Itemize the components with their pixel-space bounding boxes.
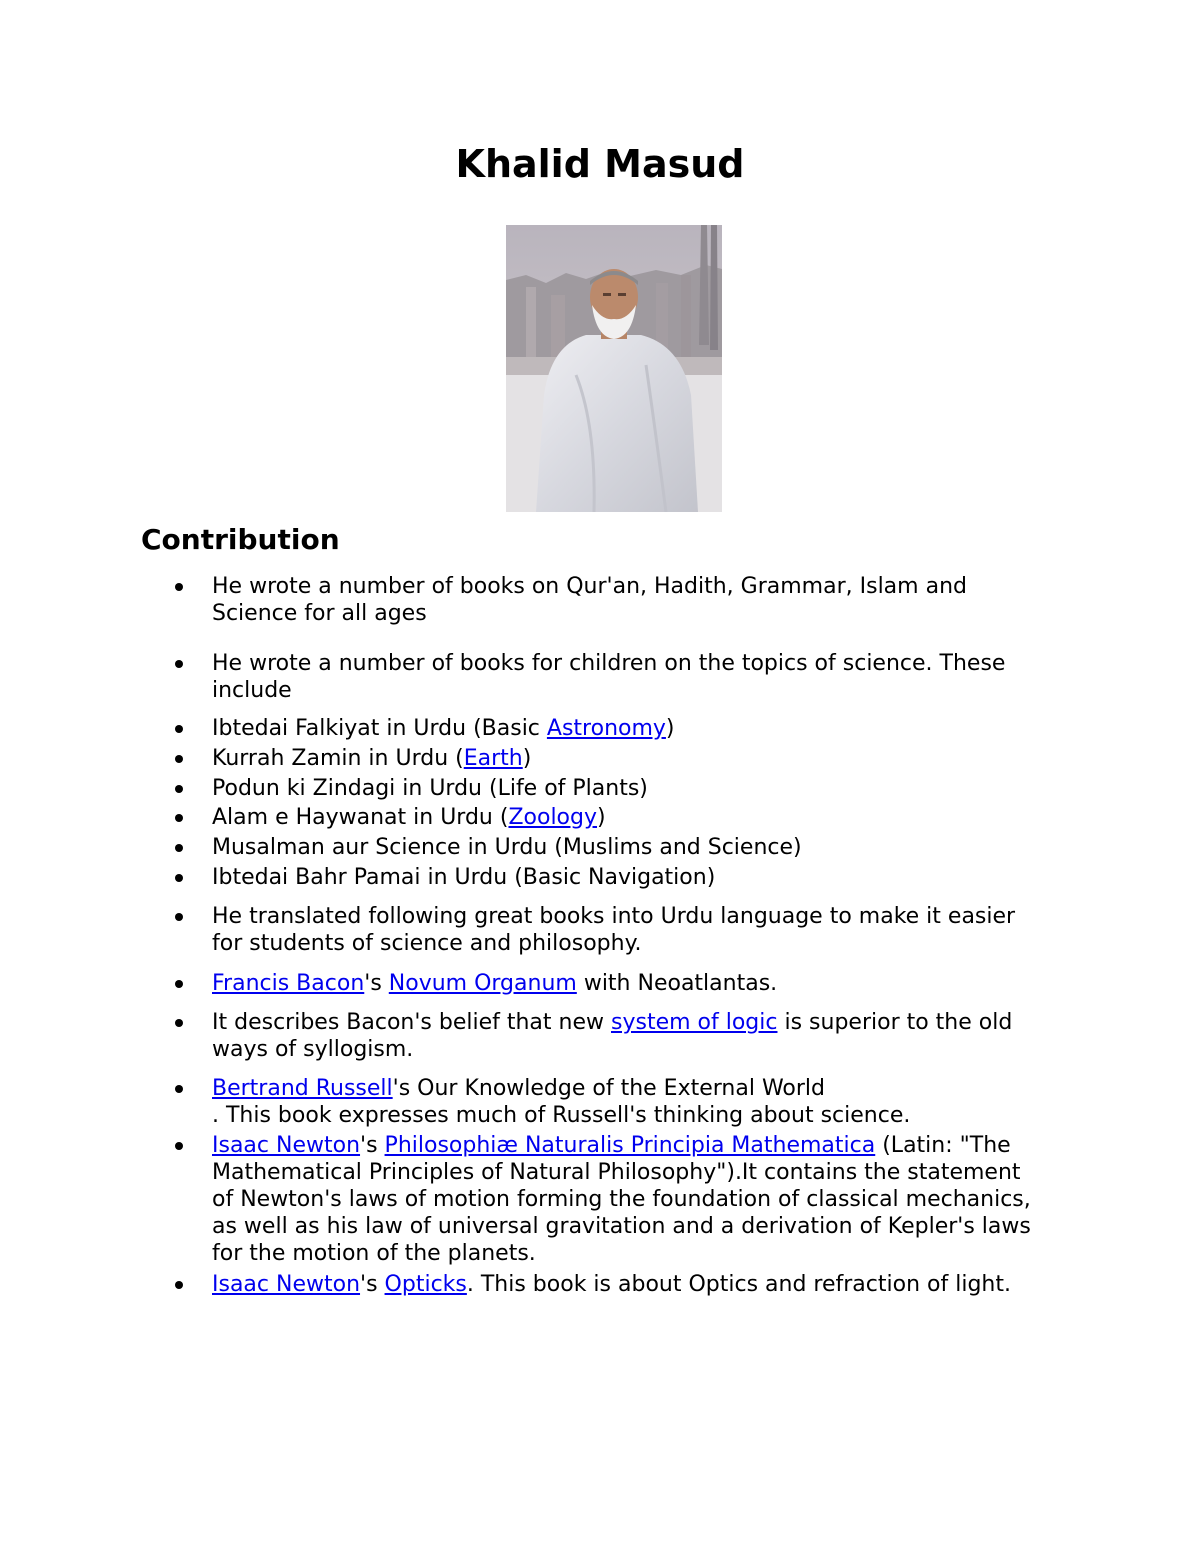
item-text: is superior to the old ways of syllogism. <box>212 1010 1013 1062</box>
list-item <box>212 804 1042 831</box>
list-item <box>212 903 1042 957</box>
portrait-photo <box>506 225 722 512</box>
item-text: Alam e Haywanat in Urdu ( <box>212 805 509 830</box>
list-item <box>212 970 1042 997</box>
item-text: . This book is about Optics and refraction of light. <box>466 1272 1011 1297</box>
page-title: Khalid Masud <box>455 142 745 186</box>
item-text: 's Our Knowledge of the External World <box>392 1076 825 1101</box>
item-text: 's <box>364 971 389 996</box>
link-bertrand-russell[interactable]: Bertrand Russell <box>212 1076 393 1101</box>
item-text: with Neoatlantas. <box>576 971 778 996</box>
link-opticks[interactable]: Opticks <box>384 1272 467 1297</box>
list-item <box>212 745 1042 772</box>
list-item <box>212 715 1042 742</box>
item-text: Musalman aur Science in Urdu (Muslims and Science) <box>212 835 802 860</box>
portrait-image <box>506 225 722 512</box>
item-text: He wrote a number of books on Qur'an, Hadith, Grammar, Islam and Science for all ages <box>212 574 967 626</box>
list-item <box>212 650 1042 704</box>
list-item <box>212 1132 1042 1267</box>
item-text: It describes Bacon's belief that new <box>212 1010 611 1035</box>
item-text: Kurrah Zamin in Urdu ( <box>212 746 464 771</box>
link-francis-bacon[interactable]: Francis Bacon <box>212 971 365 996</box>
section-heading: Contribution <box>141 523 340 556</box>
item-text: Podun ki Zindagi in Urdu (Life of Plants) <box>212 776 648 801</box>
list-item <box>212 573 1042 627</box>
link-astronomy[interactable]: Astronomy <box>546 716 666 741</box>
list-item <box>212 834 1042 861</box>
link-system-of-logic[interactable]: system of logic <box>611 1010 778 1035</box>
item-text: (Latin: "The Mathematical Principles of Natural Philosophy").It contains the statement of Newton's laws of motion forming the foundation of classical mechanics, as well as his law of universal gravitation and a derivation of Kepler's laws for the motion of the planets. <box>212 1133 1031 1266</box>
list-item <box>212 775 1042 802</box>
list-item <box>212 1009 1042 1063</box>
item-text: . This book expresses much of Russell's thinking about science. <box>212 1103 911 1128</box>
item-text: He translated following great books into Urdu language to make it easier for students of science and philosophy. <box>212 904 1016 956</box>
item-text: Ibtedai Bahr Pamai in Urdu (Basic Navigation) <box>212 865 716 890</box>
list-item <box>212 864 1042 891</box>
item-text: 's <box>360 1133 385 1158</box>
item-text: ) <box>665 716 675 741</box>
link-zoology[interactable]: Zoology <box>508 805 598 830</box>
link-principia-mathematica[interactable]: Philosophiæ Naturalis Principia Mathematica <box>384 1133 876 1158</box>
link-earth[interactable]: Earth <box>463 746 523 771</box>
link-isaac-newton[interactable]: Isaac Newton <box>212 1133 361 1158</box>
link-isaac-newton[interactable]: Isaac Newton <box>212 1272 361 1297</box>
item-text: Ibtedai Falkiyat in Urdu (Basic <box>212 716 547 741</box>
link-novum-organum[interactable]: Novum Organum <box>388 971 577 996</box>
list-item <box>212 1075 1042 1129</box>
item-text: ) <box>597 805 606 830</box>
list-item <box>212 1271 1042 1298</box>
item-text: 's <box>360 1272 385 1297</box>
item-text: ) <box>522 746 532 771</box>
item-text: He wrote a number of books for children on the topics of science. These include <box>212 651 1006 703</box>
